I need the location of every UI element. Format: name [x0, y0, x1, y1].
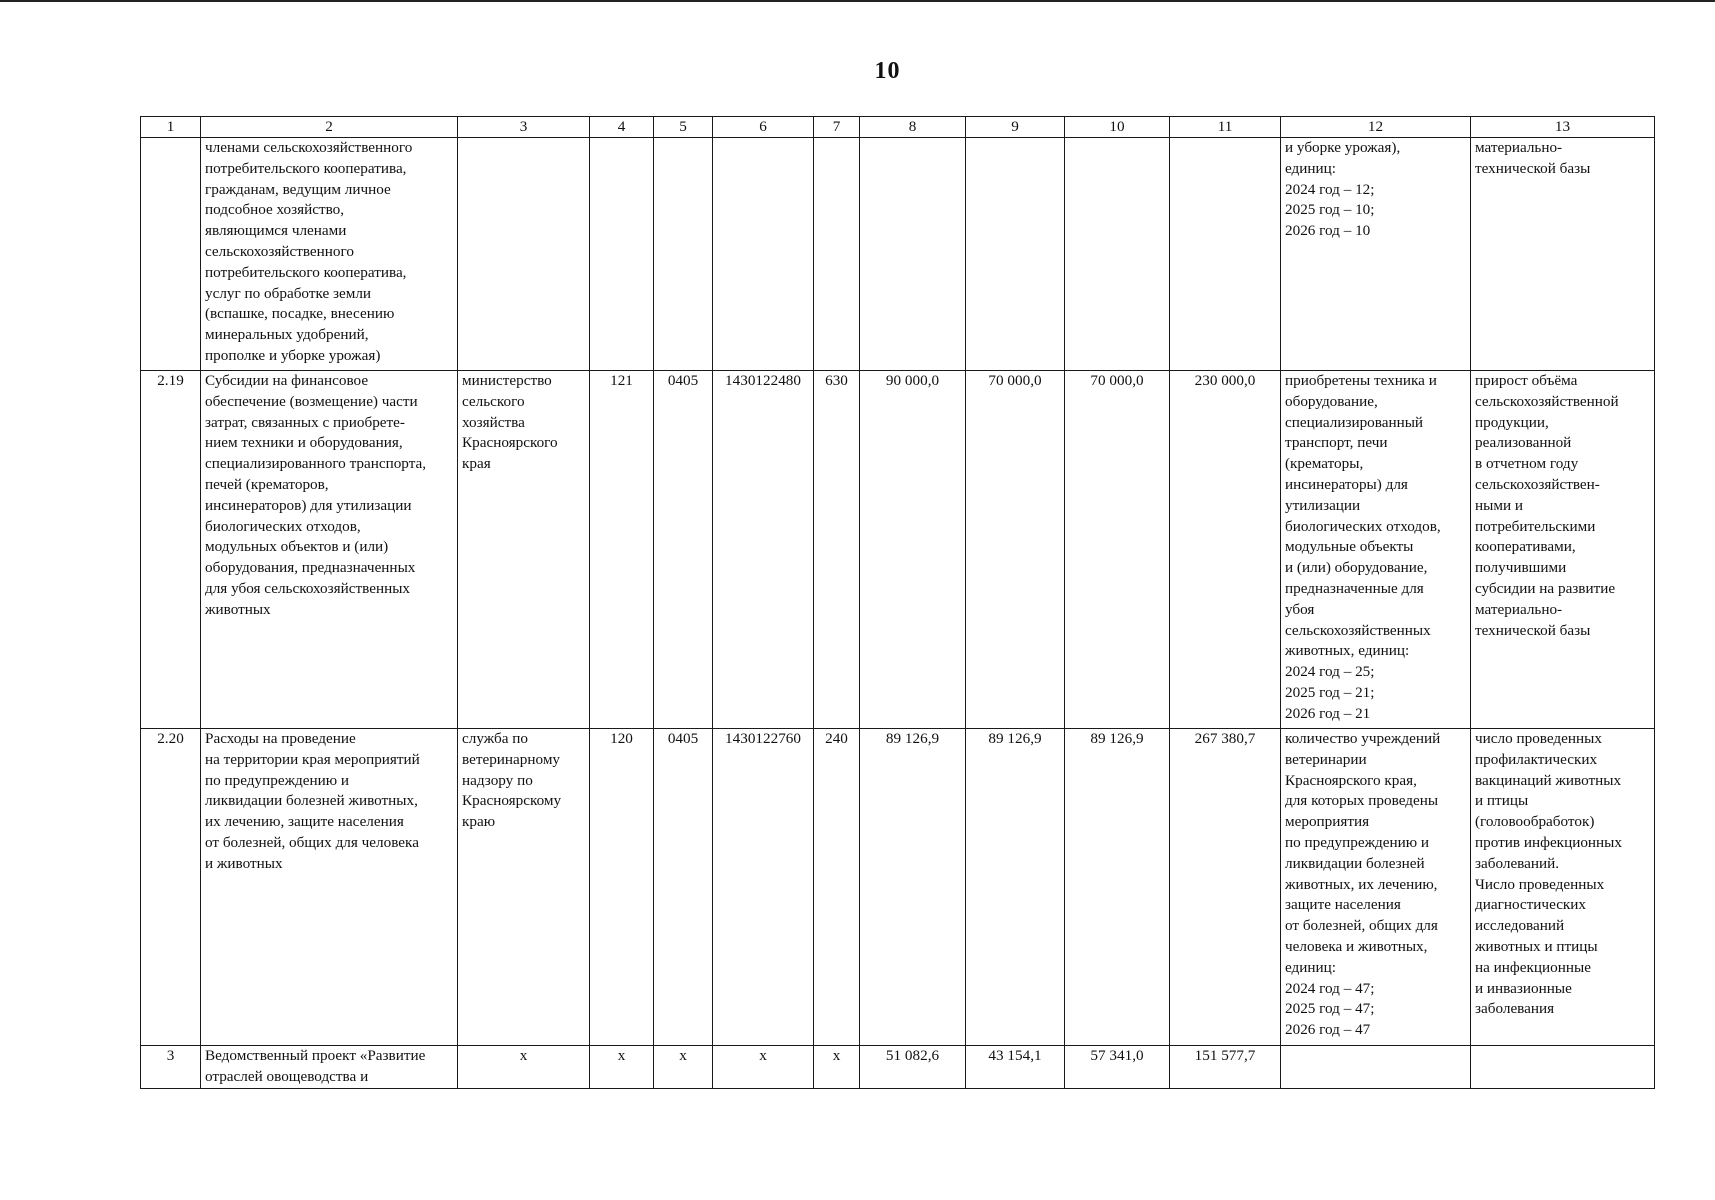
- code-cell-7: 630: [814, 371, 860, 729]
- header-row: [141, 117, 1655, 138]
- description-cell: членами сельскохозяйственного потребительского кооператива, гражданам, ведущим личное подсобное хозяйство, являющимся членами сельскохозяйственного потребительского кооператива, услуг по обработке земли (вспашке, посадке, внесению минеральных удобрений, прополке и уборке урожая): [201, 138, 458, 371]
- code-cell-7: [814, 138, 860, 371]
- amount-cell-8: [860, 138, 966, 371]
- result-cell: приобретены техника и оборудование, специализированный транспорт, печи (крематоры, инсинераторы) для утилизации биологических отходов, модульные объекты и (или) оборудование, предназначенные для убоя сельскохозяйственных животных, единиц: 2024 год – 25; 2025 год – 21; 2026 год – 21: [1281, 371, 1471, 729]
- col-header-7: 7: [814, 117, 860, 138]
- col-header-1: 1: [141, 117, 201, 138]
- code-cell-5: х: [654, 1046, 713, 1089]
- table-row-2-19: [141, 371, 1655, 729]
- amount-cell-11: 267 380,7: [1170, 729, 1281, 1046]
- amount-cell-11: 230 000,0: [1170, 371, 1281, 729]
- indicator-cell: число проведенных профилактических вакцинаций животных и птицы (головообработок) против инфекционных заболеваний. Число проведенных диагностических исследований животных и птицы на инфекционные и инвазионные заболевания: [1471, 729, 1655, 1046]
- code-cell-6: 1430122480: [713, 371, 814, 729]
- amount-cell-10: [1065, 138, 1170, 371]
- code-cell-5: [654, 138, 713, 371]
- amount-cell-9: 70 000,0: [966, 371, 1065, 729]
- agency-cell: министерство сельского хозяйства Красноярского края: [458, 371, 590, 729]
- col-header-2: 2: [201, 117, 458, 138]
- col-header-6: 6: [713, 117, 814, 138]
- amount-cell-10: 89 126,9: [1065, 729, 1170, 1046]
- col-header-3: 3: [458, 117, 590, 138]
- indicator-cell: материально- технической базы: [1471, 138, 1655, 371]
- amount-cell-11: [1170, 138, 1281, 371]
- page-number: 10: [874, 58, 901, 84]
- col-header-4: 4: [590, 117, 654, 138]
- amount-cell-9: 43 154,1: [966, 1046, 1065, 1089]
- code-cell-6: [713, 138, 814, 371]
- row-number-cell: 3: [141, 1046, 201, 1089]
- code-cell-5: 0405: [654, 729, 713, 1046]
- code-cell-4: х: [590, 1046, 654, 1089]
- code-cell-4: 121: [590, 371, 654, 729]
- code-cell-4: [590, 138, 654, 371]
- amount-cell-9: 89 126,9: [966, 729, 1065, 1046]
- amount-cell-9: [966, 138, 1065, 371]
- amount-cell-11: 151 577,7: [1170, 1046, 1281, 1089]
- description-cell: Расходы на проведение на территории края мероприятий по предупреждению и ликвидации болезней животных, их лечению, защите населения от болезней, общих для человека и животных: [201, 729, 458, 1046]
- agency-cell: [458, 138, 590, 371]
- table-row-3: [141, 1046, 1655, 1089]
- top-border-line: [0, 0, 1715, 2]
- agency-cell: х: [458, 1046, 590, 1089]
- program-table: [140, 116, 1655, 1089]
- result-cell: количество учреждений ветеринарии Красноярского края, для которых проведены мероприятия по предупреждению и ликвидации болезней животных, их лечению, защите населения от болезней, общих для человека и животных, единиц: 2024 год – 47; 2025 год – 47; 2026 год – 47: [1281, 729, 1471, 1046]
- row-number-cell: 2.19: [141, 371, 201, 729]
- amount-cell-10: 57 341,0: [1065, 1046, 1170, 1089]
- col-header-12: 12: [1281, 117, 1471, 138]
- col-header-11: 11: [1170, 117, 1281, 138]
- description-cell: Ведомственный проект «Развитие отраслей овощеводства и: [201, 1046, 458, 1089]
- amount-cell-8: 90 000,0: [860, 371, 966, 729]
- col-header-13: 13: [1471, 117, 1655, 138]
- col-header-9: 9: [966, 117, 1065, 138]
- indicator-cell: прирост объёма сельскохозяйственной продукции, реализованной в отчетном году сельскохозяйствен- ными и потребительскими кооперативами, получившими субсидии на развитие материально- технической базы: [1471, 371, 1655, 729]
- row-number-cell: 2.20: [141, 729, 201, 1046]
- description-cell: Субсидии на финансовое обеспечение (возмещение) части затрат, связанных с приобрете- нием техники и оборудования, специализированного транспорта, печей (крематоров, инсинераторов) для утилизации биологических отходов, модульных объектов и (или) оборудования, предназначенных для убоя сельскохозяйственных животных: [201, 371, 458, 729]
- code-cell-4: 120: [590, 729, 654, 1046]
- indicator-cell: [1471, 1046, 1655, 1089]
- row-number-cell: [141, 138, 201, 371]
- result-cell: и уборке урожая), единиц: 2024 год – 12; 2025 год – 10; 2026 год – 10: [1281, 138, 1471, 371]
- code-cell-6: х: [713, 1046, 814, 1089]
- code-cell-5: 0405: [654, 371, 713, 729]
- code-cell-7: 240: [814, 729, 860, 1046]
- col-header-10: 10: [1065, 117, 1170, 138]
- amount-cell-10: 70 000,0: [1065, 371, 1170, 729]
- result-cell: [1281, 1046, 1471, 1089]
- table-row-continuation: [141, 138, 1655, 371]
- table-row-2-20: [141, 729, 1655, 1046]
- amount-cell-8: 89 126,9: [860, 729, 966, 1046]
- code-cell-7: х: [814, 1046, 860, 1089]
- amount-cell-8: 51 082,6: [860, 1046, 966, 1089]
- col-header-5: 5: [654, 117, 713, 138]
- col-header-8: 8: [860, 117, 966, 138]
- code-cell-6: 1430122760: [713, 729, 814, 1046]
- agency-cell: служба по ветеринарному надзору по Красноярскому краю: [458, 729, 590, 1046]
